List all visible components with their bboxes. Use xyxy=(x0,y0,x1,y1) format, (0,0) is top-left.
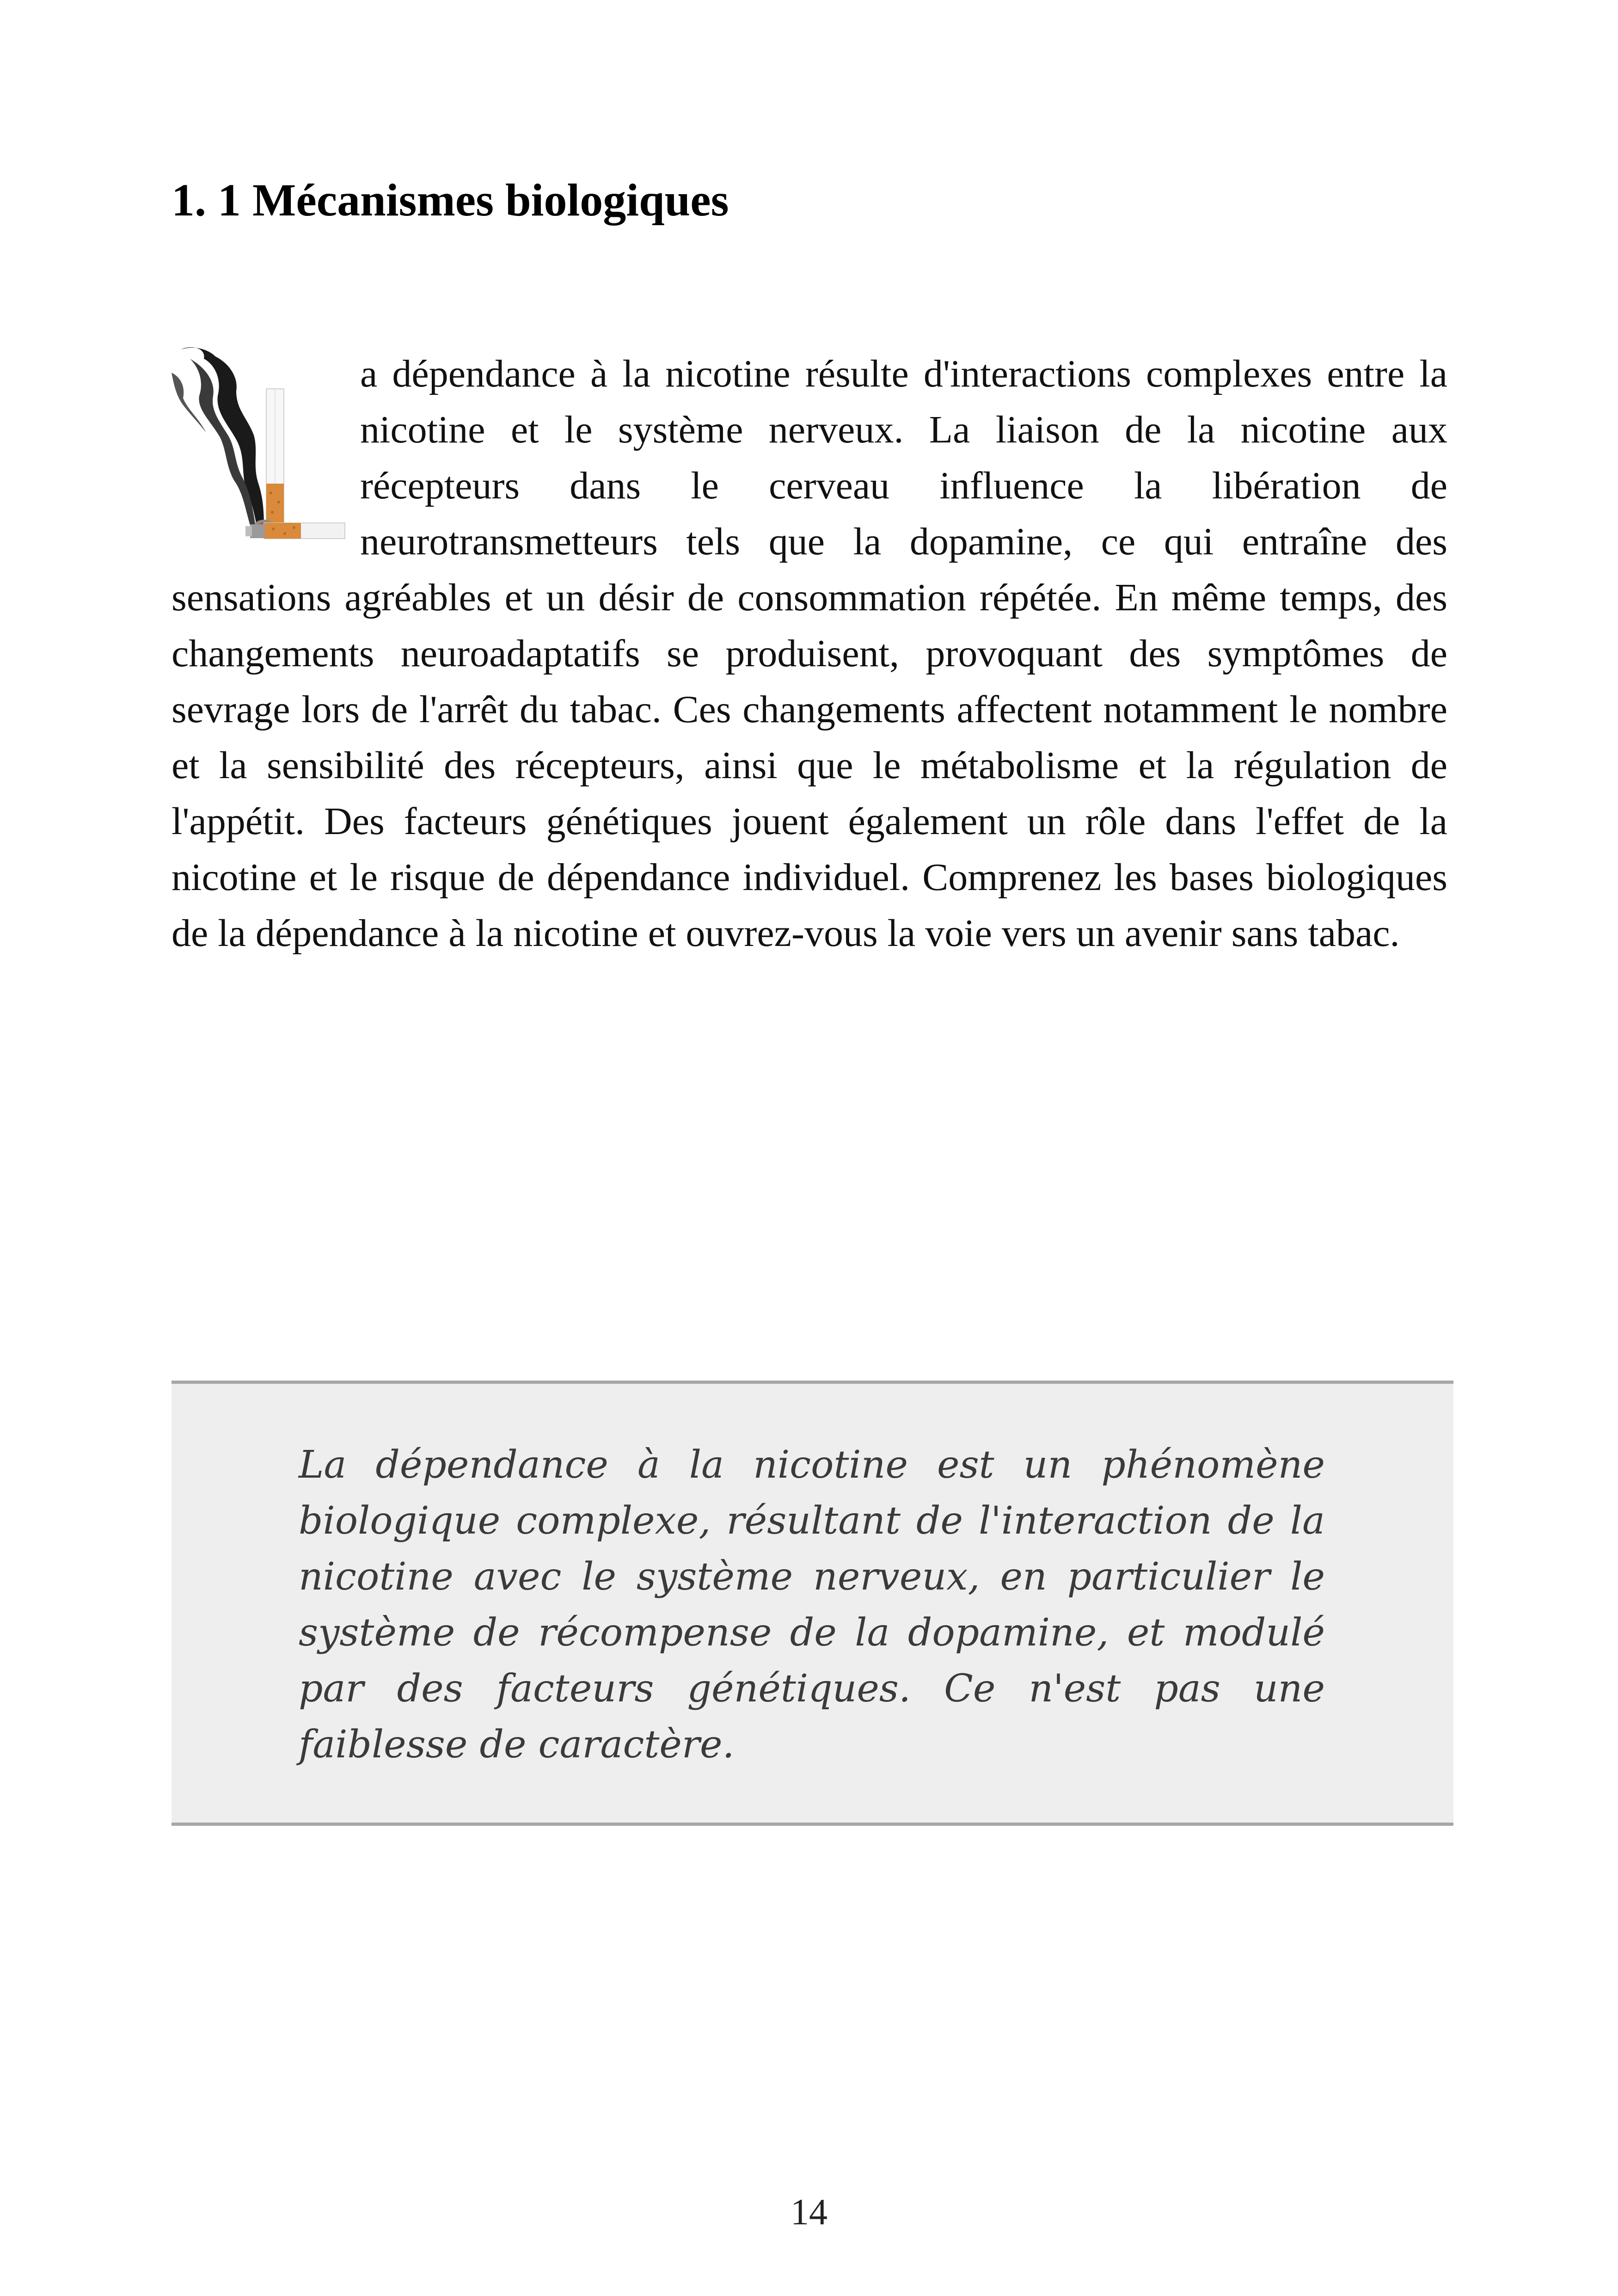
callout-box xyxy=(172,1381,1453,1826)
body-text: a dépendance à la nicotine résulte d'interactions complexes entre la nicotine et le système nerveux. La liaison de la nicotine aux récepteurs dans le cerveau influence la libération de neurotransmetteurs tels que la dopamine, ce qui entraîne des sensations agréables et un désir de consommation répétée. En même temps, des changements neuroadaptatifs se produisent, provoquant des symptômes de sevrage lors de l'arrêt du tabac. Ces changements affectent notamment le nombre et la sensibilité des récepteurs, ainsi que le métabolisme et la régulation de l'appétit. Des facteurs génétiques jouent également un rôle dans l'effet de la nicotine et le risque de dépendance individuel. Comprenez les bases biologiques de la dépendance à la nicotine et ouvrez-vous la voie vers un avenir sans tabac. xyxy=(172,352,1447,955)
section-title: 1. 1 Mécanismes biologiques xyxy=(172,174,729,226)
callout-text: La dépendance à la nicotine est un phénomène biologique complexe, résultant de l'interaction de la nicotine avec le système nerveux, en particulier le système de récompense de la dopamine, et modulé par des facteurs génétiques. Ce n'est pas une faiblesse de caractère. xyxy=(299,1443,1325,1767)
dropcap-cigarette-l-icon xyxy=(172,346,360,568)
body-paragraph xyxy=(172,346,1447,961)
page-number: 14 xyxy=(791,2192,827,2233)
